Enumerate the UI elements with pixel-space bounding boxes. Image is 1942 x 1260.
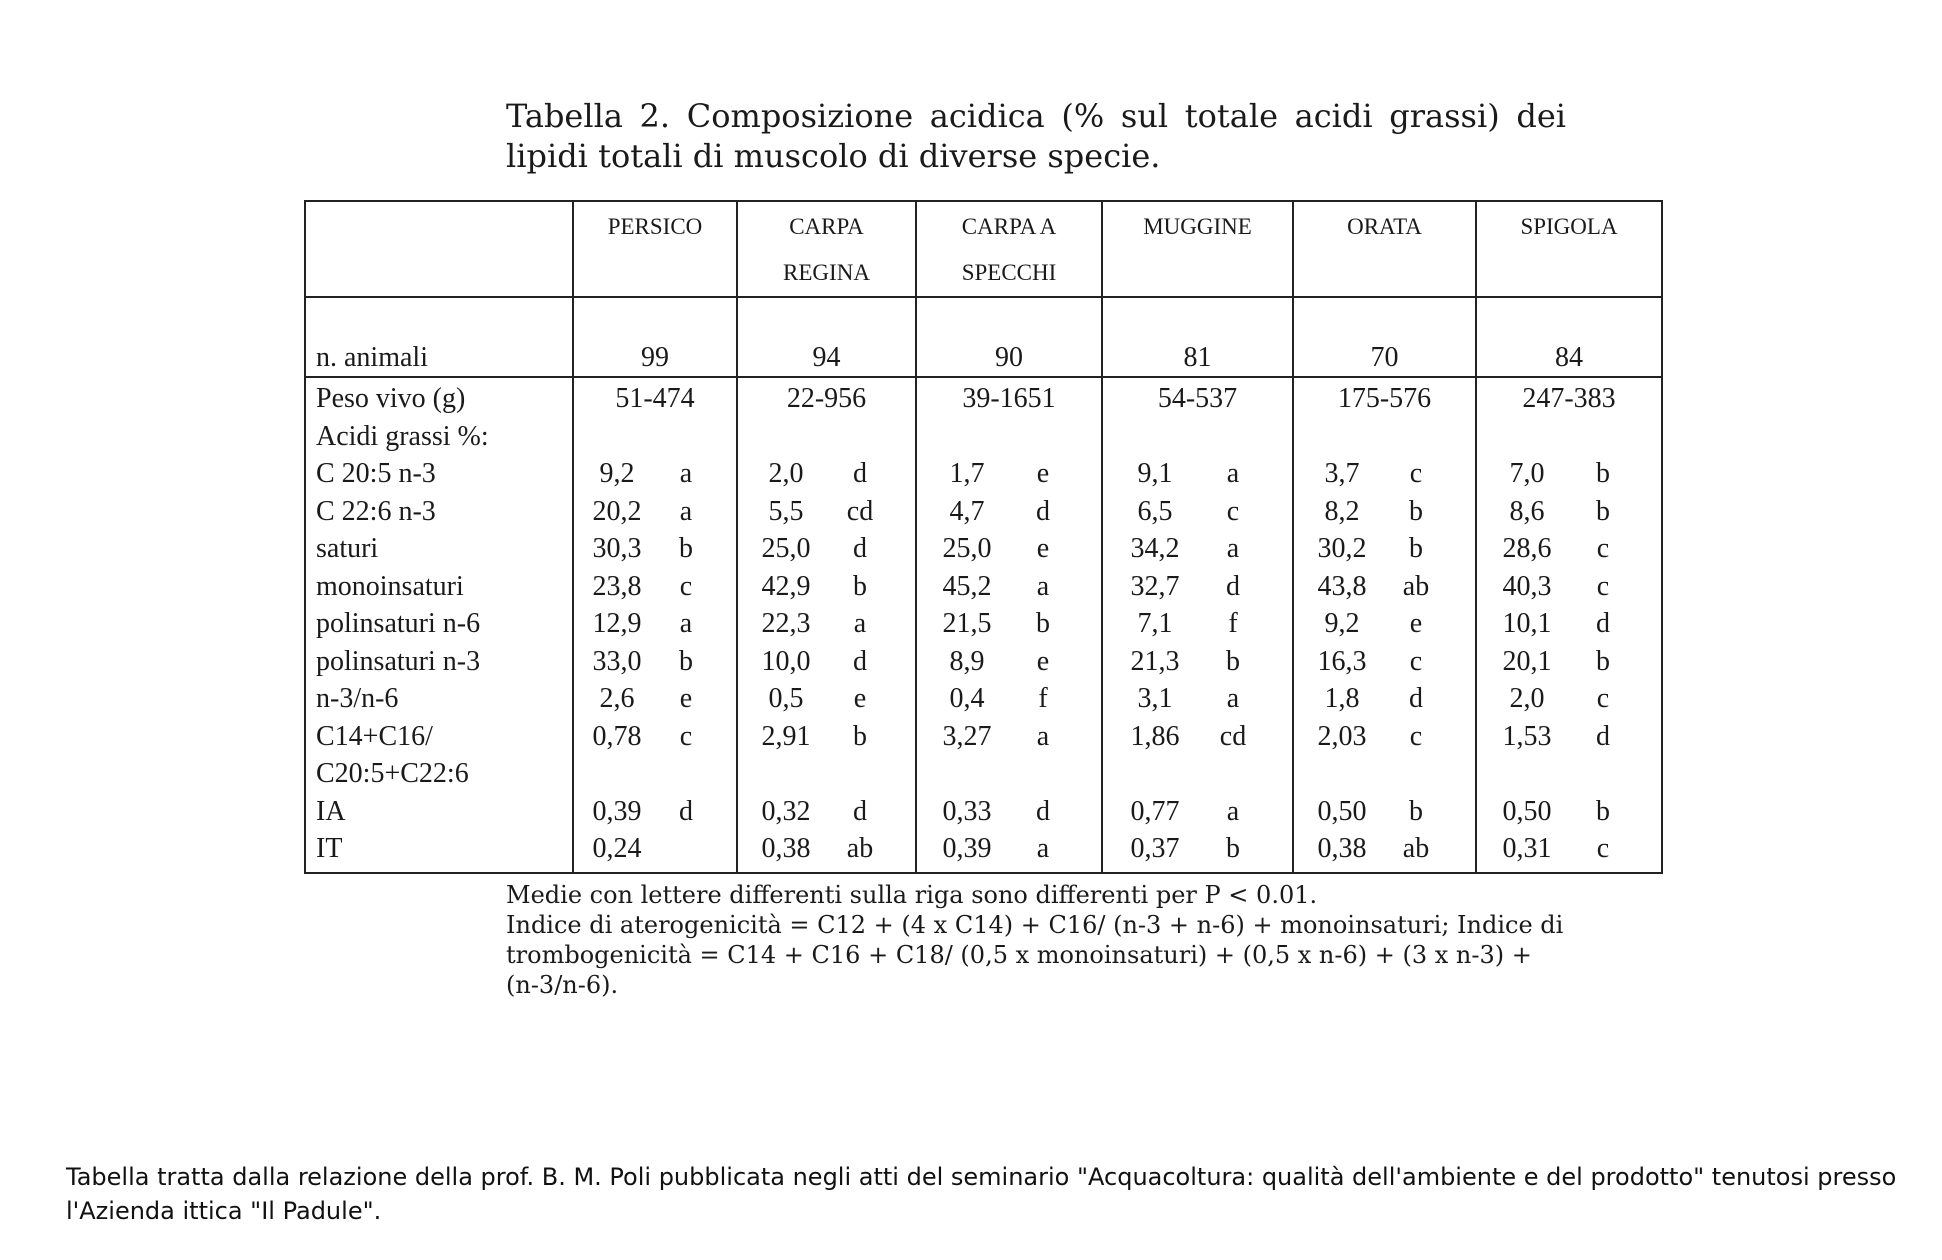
table-cell	[737, 718, 916, 756]
cell-value: 7,0	[1509, 458, 1545, 490]
cell-value: 0,50	[1317, 795, 1367, 827]
significance-letter: e	[1409, 608, 1423, 640]
table-cell	[1476, 643, 1662, 681]
row-label: C14+C16/	[316, 720, 433, 752]
table-cell	[916, 830, 1102, 873]
table-body	[305, 297, 1662, 873]
significance-letter: b	[1409, 495, 1423, 527]
cell-value: 12,9	[592, 608, 642, 640]
table-cell	[1476, 718, 1662, 756]
significance-letter: a	[1226, 795, 1240, 827]
row-label: Peso vivo (g)	[316, 383, 466, 415]
row-label: saturi	[316, 533, 379, 565]
table-cell	[1102, 377, 1293, 418]
table-cell	[916, 530, 1102, 568]
source-caption: Tabella tratta dalla relazione della prof. B. M. Poli pubblicata negli atti del seminario "Acquacoltura: qualità dell'ambiente e del prodotto" tenutosi presso l'Azienda ittica "Il Padule".	[66, 1163, 1897, 1225]
significance-letter: c	[1409, 720, 1423, 752]
cell-value: 8,9	[949, 645, 985, 677]
table-cell	[737, 793, 916, 831]
table-cell	[573, 418, 737, 456]
significance-letter: c	[1596, 533, 1610, 565]
header-line1: CARPA	[789, 214, 864, 239]
table-cell	[573, 830, 737, 873]
significance-letter: b	[1409, 795, 1423, 827]
significance-letter: c	[1596, 683, 1610, 715]
cell-value: 0,24	[592, 833, 642, 865]
table-cell	[916, 793, 1102, 831]
table-title: Tabella 2. Composizione acidica (% sul totale acidi grassi) dei lipidi totali di muscolo di diverse specie.	[506, 97, 1566, 175]
table-cell	[1293, 755, 1476, 793]
header-line2: SPECCHI	[961, 260, 1057, 285]
table-cell	[737, 605, 916, 643]
significance-letter: d	[679, 795, 693, 827]
significance-letter: b	[1226, 645, 1240, 677]
table-cell	[1102, 793, 1293, 831]
significance-letter: a	[679, 458, 693, 490]
table-cell	[573, 755, 737, 793]
header-corner	[305, 201, 573, 297]
cell-value: 16,3	[1317, 645, 1367, 677]
cell-value: 8,6	[1509, 495, 1545, 527]
cell-value: 23,8	[592, 570, 642, 602]
table-cell	[916, 605, 1102, 643]
cell-value: 20,1	[1502, 645, 1552, 677]
significance-letter: d	[853, 533, 867, 565]
fatty-acid-table-container	[304, 200, 1663, 874]
header-line1: SPIGOLA	[1520, 214, 1618, 239]
row-label: C 20:5 n-3	[316, 458, 436, 490]
table-cell	[1102, 680, 1293, 718]
table-cell	[573, 680, 737, 718]
table-cell	[1476, 418, 1662, 456]
header-row	[305, 201, 1662, 297]
table-cell	[1102, 830, 1293, 873]
significance-letter: a	[1226, 458, 1240, 490]
table-row	[305, 755, 1662, 793]
cell-value: 10,1	[1502, 608, 1552, 640]
cell-value: 0,77	[1130, 795, 1180, 827]
table-cell	[573, 530, 737, 568]
cell-value: 21,3	[1130, 645, 1180, 677]
table-cell	[1476, 793, 1662, 831]
table-cell	[1102, 418, 1293, 456]
cell-value: 2,0	[1509, 683, 1545, 715]
row-label: polinsaturi n-3	[316, 645, 481, 677]
cell-value: 25,0	[761, 533, 811, 565]
table-row	[305, 718, 1662, 756]
table-row	[305, 605, 1662, 643]
table-cell	[737, 568, 916, 606]
cell-value: 45,2	[942, 570, 992, 602]
cell-value: 25,0	[942, 533, 992, 565]
table-cell	[1102, 493, 1293, 531]
cell-value: 3,7	[1324, 458, 1360, 490]
header-line2: REGINA	[783, 260, 870, 285]
animals-value: 81	[1102, 297, 1293, 377]
row-label: monoinsaturi	[316, 570, 464, 602]
table-row	[305, 493, 1662, 531]
row-label: C20:5+C22:6	[316, 758, 469, 790]
row-label: polinsaturi n-6	[316, 608, 481, 640]
cell-value: 21,5	[942, 608, 992, 640]
cell-value: 247-383	[1522, 383, 1616, 415]
table-cell	[737, 755, 916, 793]
table-cell	[737, 530, 916, 568]
table-cell	[737, 377, 916, 418]
significance-letter: c	[1596, 833, 1610, 865]
cell-value: 9,2	[599, 458, 635, 490]
cell-value: 30,2	[1317, 533, 1367, 565]
cell-value: 2,0	[768, 458, 804, 490]
significance-letter: b	[1596, 458, 1610, 490]
table-row	[305, 418, 1662, 456]
significance-letter: a	[1036, 570, 1050, 602]
cell-value: 0,32	[761, 795, 811, 827]
significance-letter: d	[853, 645, 867, 677]
header-line1: MUGGINE	[1143, 214, 1252, 239]
animals-value: 94	[737, 297, 916, 377]
significance-letter: ab	[846, 833, 874, 865]
table-cell	[737, 830, 916, 873]
significance-letter: a	[1036, 720, 1050, 752]
cell-value: 5,5	[768, 495, 804, 527]
significance-letter: a	[853, 608, 867, 640]
table-cell	[1293, 680, 1476, 718]
cell-value: 51-474	[615, 383, 695, 415]
cell-value: 0,38	[1317, 833, 1367, 865]
cell-value: 175-576	[1337, 383, 1432, 415]
significance-letter: e	[679, 683, 693, 715]
significance-letter: c	[1409, 458, 1423, 490]
significance-letter: d	[853, 795, 867, 827]
cell-value: 34,2	[1130, 533, 1180, 565]
cell-value: 33,0	[592, 645, 642, 677]
table-cell	[573, 793, 737, 831]
table-cell	[1102, 455, 1293, 493]
table-cell	[1293, 530, 1476, 568]
table-cell	[1293, 830, 1476, 873]
significance-letter: cd	[1219, 720, 1247, 752]
cell-value: 22-956	[786, 383, 867, 415]
significance-letter: c	[1226, 495, 1240, 527]
table-cell	[737, 680, 916, 718]
header-line1: ORATA	[1347, 214, 1422, 239]
animals-value: 90	[916, 297, 1102, 377]
animals-value: 99	[573, 297, 737, 377]
significance-letter: cd	[846, 495, 874, 527]
table-cell	[1293, 793, 1476, 831]
table-cell	[1293, 493, 1476, 531]
significance-letter: b	[1036, 608, 1050, 640]
animals-value: 70	[1293, 297, 1476, 377]
significance-letter: d	[1596, 720, 1610, 752]
cell-value: 10,0	[761, 645, 811, 677]
table-cell	[1293, 418, 1476, 456]
fatty-acid-table	[304, 200, 1663, 874]
significance-letter: b	[853, 720, 867, 752]
table-cell	[573, 493, 737, 531]
significance-letter: a	[1226, 533, 1240, 565]
cell-value: 0,39	[942, 833, 992, 865]
cell-value: 0,5	[768, 683, 804, 715]
cell-value: 1,8	[1324, 683, 1360, 715]
cell-value: 9,2	[1324, 608, 1360, 640]
table-cell	[1293, 377, 1476, 418]
table-cell	[1102, 530, 1293, 568]
table-row	[305, 830, 1662, 873]
table-cell	[1476, 568, 1662, 606]
table-cell	[1476, 493, 1662, 531]
significance-letter: a	[679, 608, 693, 640]
table-cell	[1293, 605, 1476, 643]
table-cell	[1102, 755, 1293, 793]
cell-value: 0,4	[949, 683, 985, 715]
table-cell	[916, 643, 1102, 681]
table-cell	[1293, 568, 1476, 606]
table-cell	[1476, 455, 1662, 493]
cell-value: 6,5	[1137, 495, 1173, 527]
cell-value: 42,9	[761, 570, 811, 602]
table-cell	[1293, 643, 1476, 681]
table-cell	[916, 377, 1102, 418]
significance-letter: b	[679, 533, 693, 565]
table-cell	[1293, 455, 1476, 493]
significance-letter: f	[1038, 683, 1048, 715]
table-cell	[737, 418, 916, 456]
cell-value: 43,8	[1317, 570, 1367, 602]
table-row	[305, 568, 1662, 606]
note-significance: Medie con lettere differenti sulla riga sono differenti per P < 0.01.	[506, 881, 1318, 909]
significance-letter: e	[853, 683, 867, 715]
cell-value: 39-1651	[962, 383, 1056, 415]
table-cell	[1102, 718, 1293, 756]
table-cell	[916, 568, 1102, 606]
note-indices: Indice di aterogenicità = C12 + (4 x C14) + C16/ (n-3 + n-6) + monoinsaturi; Indice di trombogenicità = C14 + C16 + C18/ (0,5 x monoinsaturi) + (0,5 x n-6) + (3 x n-3) + (n-3/n-6).	[506, 911, 1564, 999]
significance-letter: d	[1596, 608, 1610, 640]
table-cell	[573, 605, 737, 643]
table-notes	[506, 880, 1566, 1000]
header-carpa-a-specchi	[916, 201, 1102, 297]
table-cell	[573, 455, 737, 493]
cell-value: 2,03	[1317, 720, 1367, 752]
cell-value: 0,33	[942, 795, 992, 827]
row-label: IA	[316, 795, 346, 827]
header-carpa-regina	[737, 201, 916, 297]
table-cell	[1102, 643, 1293, 681]
significance-letter: b	[1596, 495, 1610, 527]
significance-letter: a	[1036, 833, 1050, 865]
row-label: n. animali	[305, 297, 573, 377]
cell-value: 30,3	[592, 533, 642, 565]
header-muggine	[1102, 201, 1293, 297]
table-row	[305, 793, 1662, 831]
table-cell	[573, 718, 737, 756]
cell-value: 0,38	[761, 833, 811, 865]
row-label: n-3/n-6	[316, 683, 399, 715]
significance-letter: c	[1409, 645, 1423, 677]
header-orata	[1293, 201, 1476, 297]
table-cell	[916, 718, 1102, 756]
table-cell	[737, 493, 916, 531]
table-cell	[1293, 718, 1476, 756]
cell-value: 8,2	[1324, 495, 1360, 527]
table-cell	[916, 755, 1102, 793]
table-cell	[573, 643, 737, 681]
table-cell	[737, 643, 916, 681]
table-cell	[916, 455, 1102, 493]
table-cell	[1476, 605, 1662, 643]
significance-letter: a	[1226, 683, 1240, 715]
cell-value: 9,1	[1137, 458, 1173, 490]
cell-value: 2,91	[761, 720, 811, 752]
table-cell	[1476, 755, 1662, 793]
row-label: IT	[316, 833, 343, 865]
table-cell	[573, 377, 737, 418]
table-cell	[1476, 680, 1662, 718]
table-row	[305, 455, 1662, 493]
cell-value: 1,86	[1130, 720, 1180, 752]
significance-letter: b	[1596, 795, 1610, 827]
cell-value: 0,78	[592, 720, 642, 752]
cell-value: 0,50	[1502, 795, 1552, 827]
cell-value: 4,7	[949, 495, 985, 527]
table-cell	[1476, 830, 1662, 873]
animals-row	[305, 297, 1662, 377]
animals-value: 84	[1476, 297, 1662, 377]
cell-value: 40,3	[1502, 570, 1552, 602]
cell-value: 0,31	[1502, 833, 1552, 865]
table-cell	[1102, 605, 1293, 643]
significance-letter: ab	[1402, 833, 1430, 865]
significance-letter: b	[1226, 833, 1240, 865]
row-label: Acidi grassi %:	[316, 420, 489, 452]
table-cell	[737, 455, 916, 493]
cell-value: 54-537	[1157, 383, 1238, 415]
significance-letter: b	[1409, 533, 1423, 565]
cell-value: 20,2	[592, 495, 642, 527]
table-cell	[1476, 377, 1662, 418]
table-cell	[916, 680, 1102, 718]
cell-value: 7,1	[1137, 608, 1173, 640]
table-cell	[916, 418, 1102, 456]
significance-letter: e	[1036, 533, 1050, 565]
significance-letter: ab	[1402, 570, 1430, 602]
significance-letter: d	[1226, 570, 1240, 602]
significance-letter: a	[679, 495, 693, 527]
cell-value: 0,39	[592, 795, 642, 827]
significance-letter: c	[679, 570, 693, 602]
cell-value: 0,37	[1130, 833, 1180, 865]
significance-letter: c	[679, 720, 693, 752]
significance-letter: d	[1409, 683, 1423, 715]
cell-value: 28,6	[1502, 533, 1552, 565]
header-line1: PERSICO	[607, 214, 703, 239]
significance-letter: f	[1228, 608, 1238, 640]
significance-letter: e	[1036, 645, 1050, 677]
significance-letter: b	[679, 645, 693, 677]
header-spigola	[1476, 201, 1662, 297]
cell-value: 3,1	[1137, 683, 1173, 715]
table-cell	[573, 568, 737, 606]
significance-letter: d	[1036, 495, 1050, 527]
cell-value: 32,7	[1130, 570, 1180, 602]
cell-value: 3,27	[942, 720, 992, 752]
significance-letter: b	[853, 570, 867, 602]
table-row	[305, 530, 1662, 568]
cell-value: 1,53	[1502, 720, 1552, 752]
table-cell	[1476, 530, 1662, 568]
significance-letter: d	[1036, 795, 1050, 827]
significance-letter: c	[1596, 570, 1610, 602]
header-persico	[573, 201, 737, 297]
table-row	[305, 680, 1662, 718]
row-label: C 22:6 n-3	[316, 495, 436, 527]
table-cell	[1102, 568, 1293, 606]
significance-letter: d	[853, 458, 867, 490]
significance-letter: e	[1036, 458, 1050, 490]
cell-value: 22,3	[761, 608, 811, 640]
header-line1: CARPA A	[961, 214, 1057, 239]
table-row	[305, 377, 1662, 418]
cell-value: 1,7	[949, 458, 985, 490]
cell-value: 2,6	[599, 683, 635, 715]
significance-letter: b	[1596, 645, 1610, 677]
table-cell	[916, 493, 1102, 531]
table-row	[305, 643, 1662, 681]
